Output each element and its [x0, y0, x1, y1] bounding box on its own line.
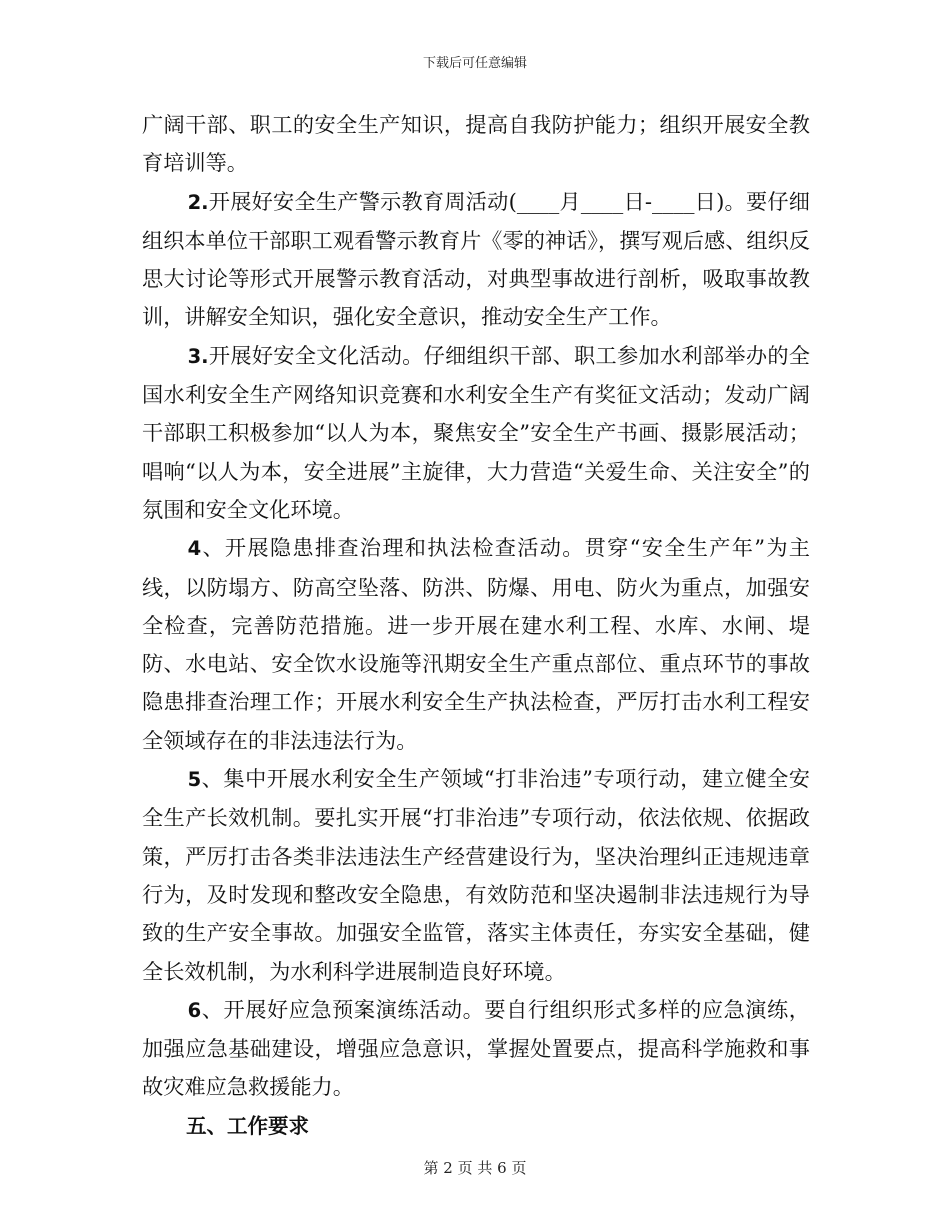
item-number: 4 [187, 537, 202, 561]
item-number: 2. [187, 190, 209, 214]
paragraph-item-2 [142, 183, 810, 337]
paragraph-item-3 [142, 337, 810, 529]
paragraph-continuation: 广阔干部、职工的安全生产知识，提高自我防护能力；组织开展安全教育培训等。 [142, 112, 810, 176]
paragraph-item-6 [142, 991, 810, 1107]
paragraph-text: 开展好安全文化活动。仔细组织干部、职工参加水利部举办的全国水利安全生产网络知识竞赛和水利安全生产有奖征文活动；发动广阔干部职工积极参加“以人为本，聚焦安全”安全生产书画、摄影展活动；唱响“以人为本，安全进展”主旋律，大力营造“关爱生命、关注安全”的氛围和安全文化环境。 [142, 342, 810, 522]
section-heading: 五、工作要求 [186, 1113, 310, 1138]
paragraph-text: 、开展隐患排查治理和执法检查活动。贯穿“安全生产年”为主线，以防塌方、防高空坠落、防洪、防爆、用电、防火为重点，加强安全检查，完善防范措施。进一步开展在建水利工程、水库、水闸、堤防、水电站、安全饮水设施等汛期安全生产重点部位、重点环节的事故隐患排查治理工作；开展水利安全生产执法检查，严厉打击水利工程安全领域存在的非法违法行为。 [142, 535, 810, 753]
paragraph-item-4 [142, 529, 810, 760]
paragraph-text: 、开展好应急预案演练活动。要自行组织形式多样的应急演练，加强应急基础建设，增强应急意识，掌握处置要点，提高科学施救和事故灾难应急救援能力。 [142, 996, 810, 1100]
page-header: 下载后可任意编辑 [422, 56, 527, 71]
document-body [142, 106, 810, 1145]
item-number: 3. [187, 344, 209, 368]
item-number: 6 [187, 998, 202, 1022]
paragraph-item-5 [142, 760, 810, 991]
page-footer: 第 2 页 共 6 页 [423, 1159, 527, 1177]
item-number: 5 [187, 768, 202, 792]
paragraph-text: 、集中开展水利安全生产领域“打非治违”专项行动，建立健全安全生产长效机制。要扎实开展“打非治违”专项行动，依法依规、依据政策，严厉打击各类非法违法生产经营建设行为，坚决治理纠正违规违章行为，及时发现和整改安全隐患，有效防范和坚决遏制非法违规行为导致的生产安全事故。加强安全监管，落实主体责任，夯实安全基础，健全长效机制，为水利科学进展制造良好环境。 [142, 766, 810, 984]
paragraph-text: 开展好安全生产警示教育周活动(____月____日-____日)。要仔细组织本单位干部职工观看警示教育片《零的神话》，撰写观后感、组织反思大讨论等形式开展警示教育活动，对典型事故进行剖析，吸取事故教训，讲解安全知识，强化安全意识，推动安全生产工作。 [142, 188, 810, 330]
